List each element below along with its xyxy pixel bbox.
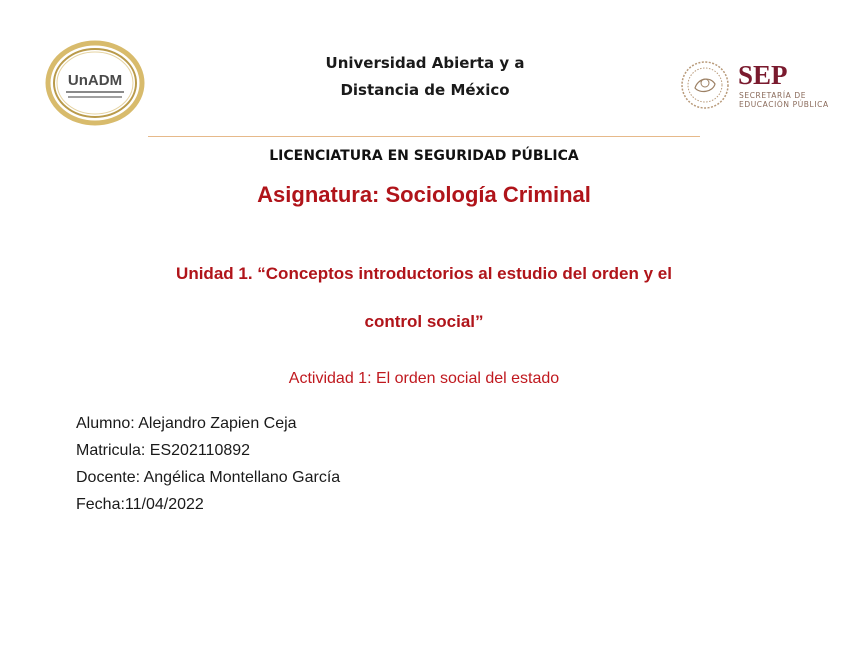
program-title: LICENCIATURA EN SEGURIDAD PÚBLICA <box>269 148 579 164</box>
student-info <box>76 410 676 518</box>
submission-date: Fecha:11/04/2022 <box>76 496 204 513</box>
unit-title <box>100 250 748 346</box>
sep-subline-2: EDUCACIÓN PÚBLICA <box>739 100 829 109</box>
sep-subline-1: SECRETARÍA DE <box>739 91 807 100</box>
unadm-logo-icon <box>44 40 146 126</box>
unit-title-line1: Unidad 1. “Conceptos introductorios al estudio del orden y el <box>176 264 672 283</box>
activity-title: Actividad 1: El orden social del estado <box>288 370 560 387</box>
subject-title: Asignatura: Sociología Criminal <box>257 182 591 207</box>
university-name-line2: Distancia de México <box>340 81 510 99</box>
sep-seal-logo-icon <box>680 56 845 114</box>
university-name <box>270 50 580 104</box>
unit-title-line2: control social” <box>364 312 484 331</box>
enrollment-number: Matricula: ES202110892 <box>76 442 251 459</box>
unadm-wordmark: UnADM <box>67 72 123 89</box>
header-divider <box>148 136 700 137</box>
teacher-name: Docente: Angélica Montellano García <box>76 469 341 486</box>
sep-wordmark: SEP <box>738 60 788 90</box>
student-name: Alumno: Alejandro Zapien Ceja <box>76 415 297 432</box>
university-name-line1: Universidad Abierta y a <box>325 54 525 72</box>
